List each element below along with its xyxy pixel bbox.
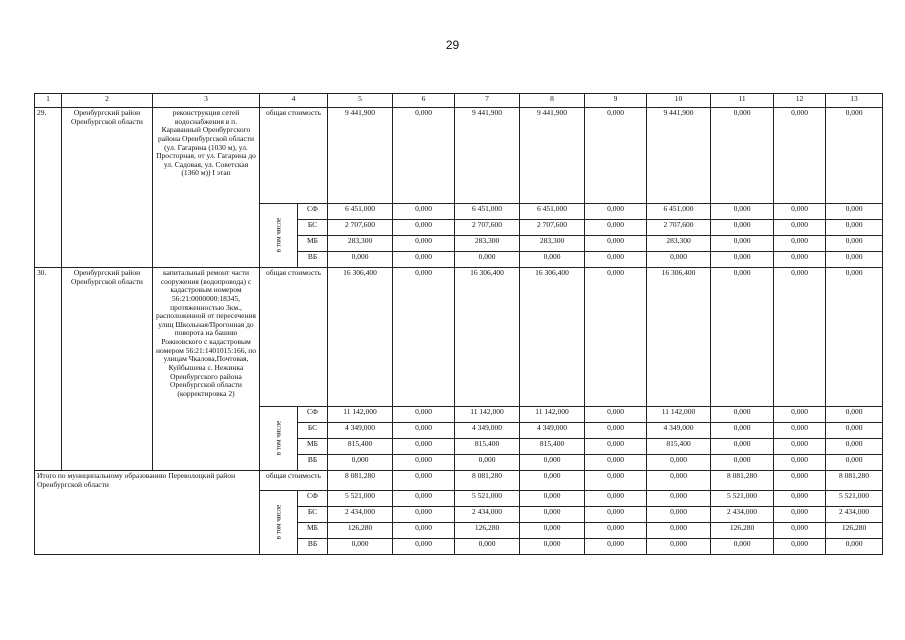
value-cell: 0,000 — [520, 523, 585, 539]
column-header-9: 9 — [585, 94, 647, 108]
value-cell: 0,000 — [585, 507, 647, 523]
value-cell: 9 441,900 — [520, 108, 585, 204]
value-cell: 8 081,280 — [826, 471, 883, 491]
value-cell: 0,000 — [455, 252, 520, 268]
value-cell: 11 142,000 — [647, 407, 711, 423]
value-cell: 0,000 — [774, 268, 826, 407]
value-cell: 0,000 — [711, 220, 774, 236]
value-cell: 0,000 — [826, 423, 883, 439]
value-cell: 0,000 — [774, 108, 826, 204]
value-cell: 0,000 — [647, 523, 711, 539]
funding-source-label: БС — [298, 423, 328, 439]
value-cell: 0,000 — [774, 523, 826, 539]
value-cell: 8 081,280 — [711, 471, 774, 491]
funding-source-label: БС — [298, 220, 328, 236]
value-cell: 0,000 — [328, 539, 393, 555]
total-cost-label: общая стоимость — [260, 471, 328, 491]
value-cell: 5 521,000 — [826, 491, 883, 507]
table-row-municipal-total — [35, 471, 883, 491]
funding-source-label: БС — [298, 507, 328, 523]
value-cell: 0,000 — [711, 407, 774, 423]
column-header-2: 2 — [62, 94, 153, 108]
value-cell: 6 451,000 — [328, 204, 393, 220]
table-row-30-total — [35, 268, 883, 407]
value-cell: 0,000 — [774, 407, 826, 423]
value-cell: 0,000 — [520, 539, 585, 555]
value-cell: 0,000 — [826, 539, 883, 555]
value-cell: 0,000 — [393, 491, 455, 507]
value-cell: 0,000 — [393, 268, 455, 407]
value-cell: 0,000 — [826, 204, 883, 220]
column-numbers-row — [35, 94, 883, 108]
in-total-label: в том числе — [260, 204, 298, 268]
value-cell: 283,300 — [647, 236, 711, 252]
value-cell: 2 434,000 — [455, 507, 520, 523]
value-cell: 0,000 — [393, 423, 455, 439]
value-cell: 0,000 — [520, 455, 585, 471]
in-total-label: в том числе — [260, 407, 298, 471]
value-cell: 0,000 — [774, 455, 826, 471]
value-cell: 0,000 — [826, 108, 883, 204]
district-cell: Оренбургский район Оренбургской области — [62, 268, 153, 471]
value-cell: 0,000 — [455, 455, 520, 471]
value-cell: 815,400 — [455, 439, 520, 455]
value-cell: 0,000 — [647, 252, 711, 268]
value-cell: 9 441,900 — [328, 108, 393, 204]
value-cell: 0,000 — [774, 507, 826, 523]
row-number: 29. — [35, 108, 62, 268]
value-cell: 2 707,600 — [455, 220, 520, 236]
value-cell: 0,000 — [585, 539, 647, 555]
value-cell: 0,000 — [585, 455, 647, 471]
value-cell: 4 349,000 — [520, 423, 585, 439]
value-cell: 0,000 — [647, 539, 711, 555]
column-header-4: 4 — [260, 94, 328, 108]
value-cell: 4 349,000 — [647, 423, 711, 439]
page-number: 29 — [445, 38, 460, 52]
value-cell: 0,000 — [328, 252, 393, 268]
value-cell: 0,000 — [393, 220, 455, 236]
object-description: реконструкция сетей водоснабжения в п. Караванный Оренбургского района Оренбургской области (ул. Гагарина (1030 м), ул. Просторная, от ул. Гагарина до ул. Садовая, ул. Советская (1360 м)) I этап — [153, 108, 260, 268]
district-cell: Оренбургский район Оренбургской области — [62, 108, 153, 268]
column-header-3: 3 — [153, 94, 260, 108]
funding-source-label: ВБ — [298, 455, 328, 471]
budget-table — [34, 93, 883, 555]
value-cell: 0,000 — [393, 439, 455, 455]
in-total-label: в том числе — [260, 491, 298, 555]
value-cell: 0,000 — [647, 507, 711, 523]
value-cell: 815,400 — [520, 439, 585, 455]
column-header-7: 7 — [455, 94, 520, 108]
funding-source-label: МБ — [298, 439, 328, 455]
value-cell: 0,000 — [647, 471, 711, 491]
value-cell: 283,300 — [328, 236, 393, 252]
value-cell: 815,400 — [647, 439, 711, 455]
object-description: капитальный ремонт части сооружения (водопровода) с кадастровым номером 56:21:0000000:18345, протяженностью 3км., расположенной от пересечения улиц Школьная/Прогонная до поворота на башню Рожновского с кадастровым номером 56:21:1401015:166, по улицам Чкалова,Почтовая, Куйбышева с. Нежинка Оренбургского района Оренбургской области (корректировка 2) — [153, 268, 260, 471]
value-cell: 8 081,280 — [455, 471, 520, 491]
value-cell: 9 441,900 — [647, 108, 711, 204]
table-row-29-total — [35, 108, 883, 204]
value-cell: 0,000 — [585, 423, 647, 439]
value-cell: 0,000 — [711, 268, 774, 407]
value-cell: 0,000 — [393, 204, 455, 220]
total-cost-label: общая стоимость — [260, 268, 328, 407]
value-cell: 2 707,600 — [647, 220, 711, 236]
value-cell: 126,280 — [711, 523, 774, 539]
value-cell: 0,000 — [711, 423, 774, 439]
column-header-13: 13 — [826, 94, 883, 108]
value-cell: 0,000 — [520, 507, 585, 523]
value-cell: 126,280 — [826, 523, 883, 539]
value-cell: 16 306,400 — [455, 268, 520, 407]
value-cell: 283,300 — [455, 236, 520, 252]
value-cell: 5 521,000 — [711, 491, 774, 507]
value-cell: 9 441,900 — [455, 108, 520, 204]
value-cell: 2 434,000 — [826, 507, 883, 523]
value-cell: 0,000 — [585, 523, 647, 539]
value-cell: 0,000 — [826, 439, 883, 455]
value-cell: 0,000 — [520, 491, 585, 507]
value-cell: 16 306,400 — [647, 268, 711, 407]
value-cell: 0,000 — [585, 220, 647, 236]
value-cell: 2 434,000 — [711, 507, 774, 523]
value-cell: 0,000 — [585, 471, 647, 491]
value-cell: 6 451,000 — [520, 204, 585, 220]
value-cell: 283,300 — [520, 236, 585, 252]
value-cell: 126,280 — [328, 523, 393, 539]
value-cell: 0,000 — [585, 236, 647, 252]
funding-source-label: ВБ — [298, 252, 328, 268]
column-header-11: 11 — [711, 94, 774, 108]
value-cell: 0,000 — [774, 252, 826, 268]
value-cell: 0,000 — [774, 220, 826, 236]
value-cell: 0,000 — [711, 236, 774, 252]
value-cell: 0,000 — [328, 455, 393, 471]
value-cell: 0,000 — [520, 252, 585, 268]
value-cell: 6 451,000 — [455, 204, 520, 220]
column-header-6: 6 — [393, 94, 455, 108]
column-header-8: 8 — [520, 94, 585, 108]
value-cell: 11 142,000 — [328, 407, 393, 423]
value-cell: 0,000 — [774, 204, 826, 220]
value-cell: 0,000 — [826, 220, 883, 236]
value-cell: 5 521,000 — [328, 491, 393, 507]
value-cell: 0,000 — [774, 439, 826, 455]
total-cost-label: общая стоимость — [260, 108, 328, 204]
value-cell: 0,000 — [647, 491, 711, 507]
column-header-5: 5 — [328, 94, 393, 108]
value-cell: 0,000 — [711, 108, 774, 204]
value-cell: 0,000 — [585, 439, 647, 455]
value-cell: 0,000 — [774, 423, 826, 439]
value-cell: 0,000 — [393, 407, 455, 423]
value-cell: 4 349,000 — [328, 423, 393, 439]
value-cell: 0,000 — [393, 236, 455, 252]
funding-source-label: СФ — [298, 491, 328, 507]
column-header-10: 10 — [647, 94, 711, 108]
value-cell: 0,000 — [393, 507, 455, 523]
value-cell: 4 349,000 — [455, 423, 520, 439]
value-cell: 0,000 — [711, 439, 774, 455]
value-cell: 0,000 — [647, 455, 711, 471]
value-cell: 0,000 — [393, 471, 455, 491]
value-cell: 0,000 — [393, 523, 455, 539]
value-cell: 2 434,000 — [328, 507, 393, 523]
value-cell: 0,000 — [826, 268, 883, 407]
value-cell: 0,000 — [585, 268, 647, 407]
funding-source-label: МБ — [298, 523, 328, 539]
funding-source-label: СФ — [298, 407, 328, 423]
value-cell: 0,000 — [774, 471, 826, 491]
value-cell: 0,000 — [774, 539, 826, 555]
value-cell: 11 142,000 — [455, 407, 520, 423]
value-cell: 11 142,000 — [520, 407, 585, 423]
value-cell: 8 081,280 — [328, 471, 393, 491]
value-cell: 0,000 — [393, 539, 455, 555]
value-cell: 0,000 — [393, 455, 455, 471]
value-cell: 815,400 — [328, 439, 393, 455]
value-cell: 0,000 — [826, 407, 883, 423]
value-cell: 0,000 — [711, 252, 774, 268]
value-cell: 0,000 — [520, 471, 585, 491]
value-cell: 0,000 — [826, 252, 883, 268]
value-cell: 0,000 — [711, 204, 774, 220]
funding-source-label: СФ — [298, 204, 328, 220]
value-cell: 0,000 — [774, 491, 826, 507]
value-cell: 5 521,000 — [455, 491, 520, 507]
column-header-12: 12 — [774, 94, 826, 108]
funding-source-label: МБ — [298, 236, 328, 252]
value-cell: 0,000 — [711, 539, 774, 555]
funding-source-label: ВБ — [298, 539, 328, 555]
value-cell: 0,000 — [711, 455, 774, 471]
value-cell: 0,000 — [585, 108, 647, 204]
value-cell: 16 306,400 — [520, 268, 585, 407]
value-cell: 16 306,400 — [328, 268, 393, 407]
value-cell: 0,000 — [393, 108, 455, 204]
value-cell: 0,000 — [826, 236, 883, 252]
value-cell: 0,000 — [585, 204, 647, 220]
value-cell: 2 707,600 — [328, 220, 393, 236]
column-header-1: 1 — [35, 94, 62, 108]
value-cell: 0,000 — [585, 407, 647, 423]
value-cell: 0,000 — [455, 539, 520, 555]
row-number: 30. — [35, 268, 62, 471]
value-cell: 126,280 — [455, 523, 520, 539]
value-cell: 6 451,000 — [647, 204, 711, 220]
value-cell: 0,000 — [393, 252, 455, 268]
value-cell: 0,000 — [826, 455, 883, 471]
value-cell: 2 707,600 — [520, 220, 585, 236]
value-cell: 0,000 — [774, 236, 826, 252]
value-cell: 0,000 — [585, 491, 647, 507]
municipal-total-label: Итого по муниципальному образованию Переволоцкий район Оренбургской области — [35, 471, 260, 555]
value-cell: 0,000 — [585, 252, 647, 268]
